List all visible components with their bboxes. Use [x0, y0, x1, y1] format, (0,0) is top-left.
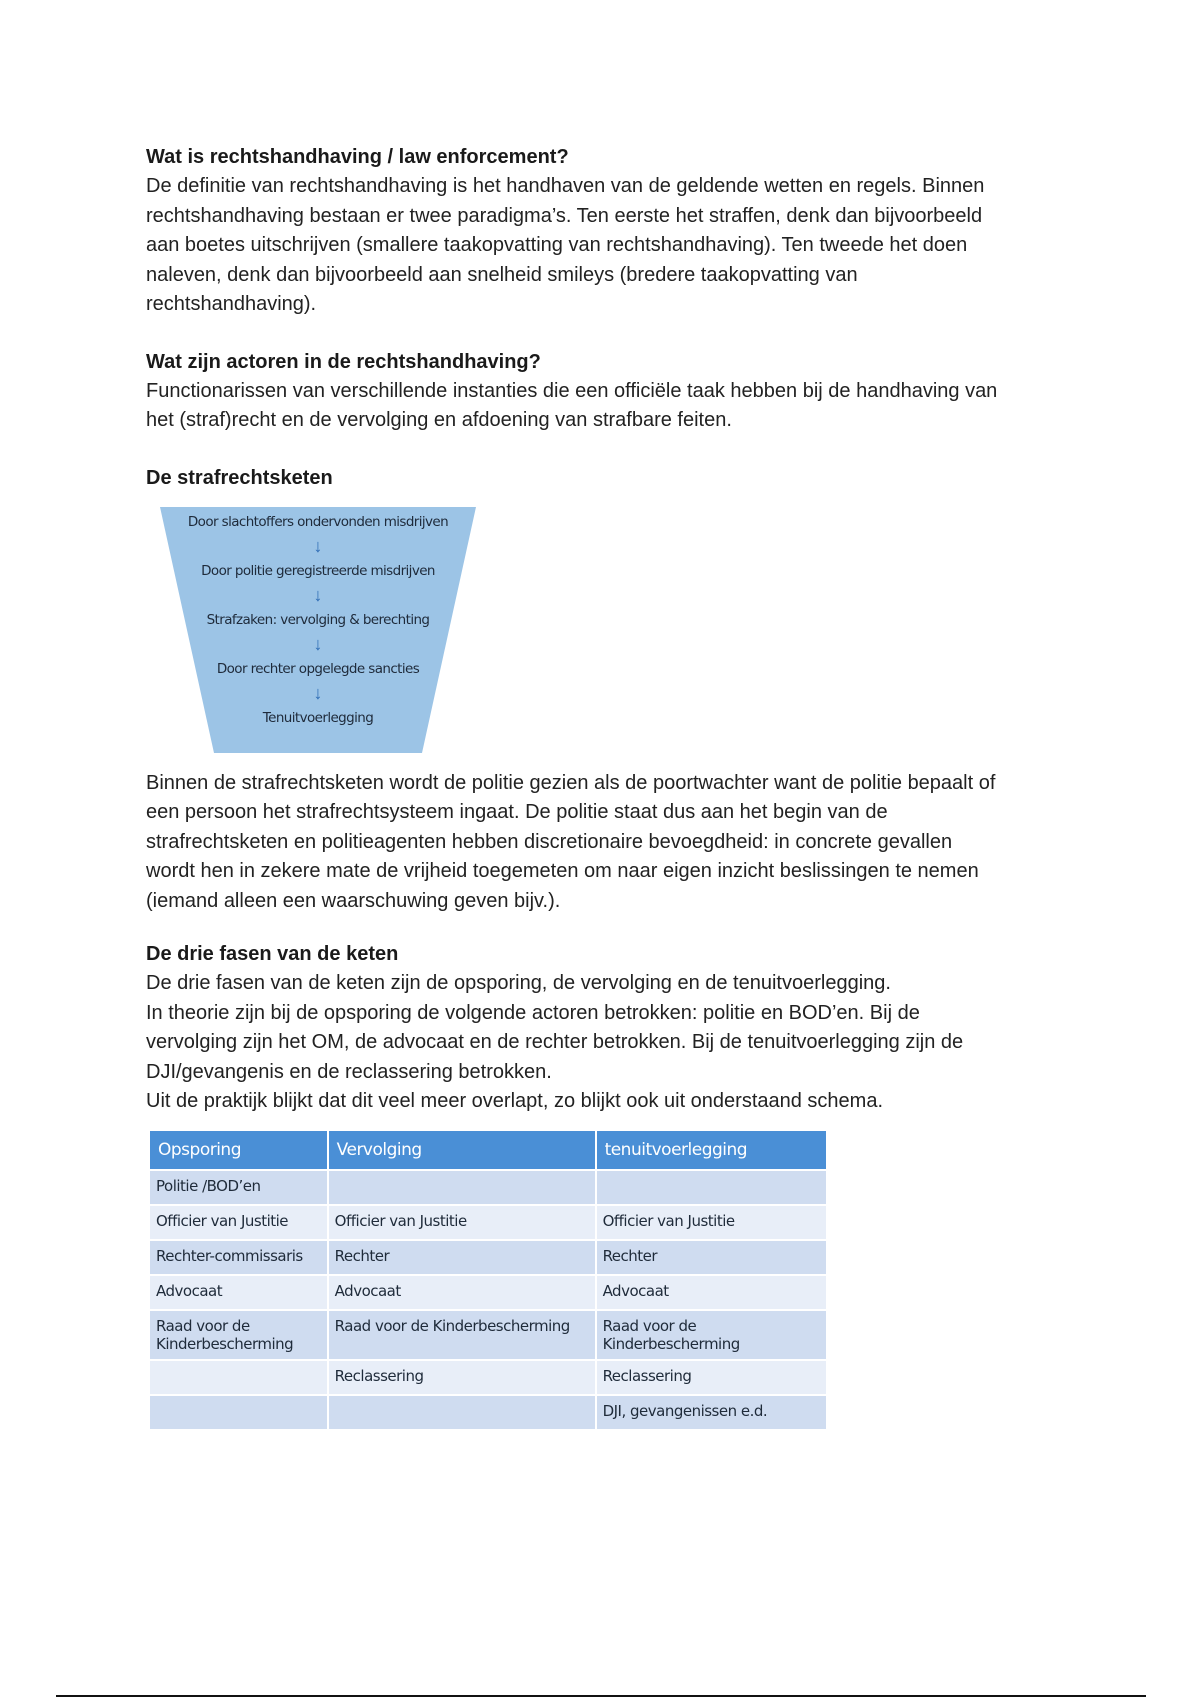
table-cell: Raad voor de Kinderbescherming — [596, 1310, 827, 1360]
table-cell: DJI, gevangenissen e.d. — [596, 1395, 827, 1429]
table-cell: Reclassering — [596, 1360, 827, 1395]
table-cell: Officier van Justitie — [596, 1205, 827, 1240]
paragraph-line: vervolging zijn het OM, de advocaat en de rechter betrokken. Bij de tenuitvoerlegging zijn de — [146, 1031, 964, 1053]
down-arrow-icon: ↓ — [313, 535, 323, 556]
table-cell — [150, 1360, 328, 1395]
column-header-opsporing: Opsporing — [150, 1131, 328, 1170]
column-header-tenuitvoerlegging: tenuitvoerlegging — [596, 1131, 827, 1170]
funnel-diagram — [160, 507, 490, 755]
table-cell: Officier van Justitie — [328, 1205, 596, 1240]
table-cell — [150, 1395, 328, 1429]
table-row — [150, 1205, 827, 1240]
table-cell — [328, 1395, 596, 1429]
table-cell: Advocaat — [150, 1275, 328, 1310]
funnel-step: Strafzaken: vervolging & berechting — [206, 611, 430, 628]
down-arrow-icon: ↓ — [313, 682, 323, 703]
paragraph-line: rechtshandhaving bestaan er twee paradigma’s. Ten eerste het straffen, denk dan bijvoorbeeld — [146, 204, 983, 227]
table-row — [150, 1310, 827, 1360]
paragraph-line: De drie fasen van de keten zijn de opsporing, de vervolging en de tenuitvoerlegging. — [146, 972, 891, 994]
paragraph-line: wordt hen in zekere mate de vrijheid toegemeten om naar eigen inzicht beslissingen te nemen — [146, 860, 979, 882]
table-cell: Politie /BOD’en — [150, 1170, 328, 1205]
table-cell: Rechter-commissaris — [150, 1240, 328, 1275]
document-page — [146, 143, 1106, 1429]
funnel-step: Door politie geregistreerde misdrijven — [201, 562, 435, 579]
paragraph-line: (iemand alleen een waarschuwing geven bijv.). — [146, 889, 561, 912]
section-heading-actors: Wat zijn actoren in de rechtshandhaving? — [146, 350, 541, 373]
section-heading-drie-fasen: De drie fasen van de keten — [146, 943, 399, 965]
column-header-vervolging: Vervolging — [328, 1131, 596, 1170]
paragraph-line: Functionarissen van verschillende instanties die een officiële taak hebben bij de handhaving van — [146, 379, 998, 402]
table-row — [150, 1170, 827, 1205]
table-cell — [328, 1170, 596, 1205]
table-cell: Advocaat — [328, 1275, 596, 1310]
actors-table — [150, 1131, 828, 1429]
table-cell: Advocaat — [596, 1275, 827, 1310]
table-cell: Reclassering — [328, 1360, 596, 1395]
table-row — [150, 1395, 827, 1429]
table-header-row — [150, 1131, 827, 1170]
paragraph-line: Binnen de strafrechtsketen wordt de politie gezien als de poortwachter want de politie bepaalt of — [146, 771, 996, 794]
table-cell: Rechter — [328, 1240, 596, 1275]
section-heading-law-enforcement: Wat is rechtshandhaving / law enforcement? — [146, 146, 569, 168]
paragraph-line: De definitie van rechtshandhaving is het handhaven van de geldende wetten en regels. Binnen — [146, 175, 985, 197]
funnel-step: Tenuitvoerlegging — [262, 709, 374, 726]
table-cell — [596, 1170, 827, 1205]
down-arrow-icon: ↓ — [313, 584, 323, 605]
funnel-step: Door rechter opgelegde sancties — [216, 660, 420, 677]
table-cell: Raad voor de Kinderbescherming — [150, 1310, 328, 1360]
table-row — [150, 1240, 827, 1275]
paragraph-line: Uit de praktijk blijkt dat dit veel meer overlapt, zo blijkt ook uit onderstaand schema. — [146, 1090, 884, 1112]
table-row — [150, 1275, 827, 1310]
funnel-step: Door slachtoffers ondervonden misdrijven — [187, 513, 449, 530]
paragraph-line: een persoon het strafrechtsysteem ingaat. De politie staat dus aan het begin van de — [146, 801, 888, 823]
page-bottom-divider — [56, 1695, 1146, 1697]
table-cell: Raad voor de Kinderbescherming — [328, 1310, 596, 1360]
table-cell: Rechter — [596, 1240, 827, 1275]
down-arrow-icon: ↓ — [313, 633, 323, 654]
paragraph-line: naleven, denk dan bijvoorbeeld aan snelheid smileys (bredere taakopvatting van — [146, 263, 858, 286]
paragraph-line: In theorie zijn bij de opsporing de volgende actoren betrokken: politie en BOD’en. Bij de — [146, 1001, 920, 1024]
paragraph-line: aan boetes uitschrijven (smallere taakopvatting van rechtshandhaving). Ten tweede het doen — [146, 234, 968, 256]
table-cell: Officier van Justitie — [150, 1205, 328, 1240]
paragraph-line: strafrechtsketen en politieagenten hebben discretionaire bevoegdheid: in concrete gevallen — [146, 830, 953, 853]
section-heading-strafrechtsketen: De strafrechtsketen — [146, 466, 333, 489]
paragraph-line: het (straf)recht en de vervolging en afdoening van strafbare feiten. — [146, 409, 732, 431]
paragraph-line: DJI/gevangenis en de reclassering betrokken. — [146, 1060, 552, 1083]
paragraph-line: rechtshandhaving). — [146, 293, 317, 315]
table-row — [150, 1360, 827, 1395]
